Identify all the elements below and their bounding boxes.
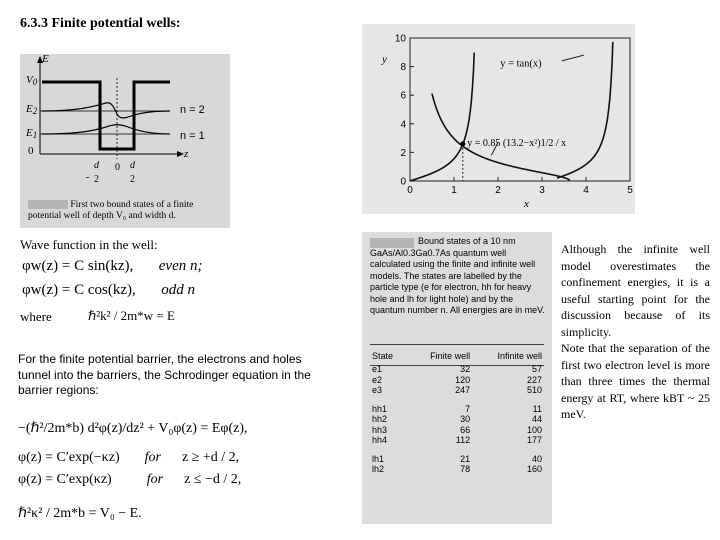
cell-state: hh3: [372, 424, 388, 435]
finite-well-figure: [20, 54, 230, 228]
table-row: [370, 385, 544, 396]
cell-finite: 66: [460, 424, 471, 435]
cell-state: hh1: [372, 403, 388, 414]
pos-d-label: d: [130, 160, 135, 171]
bound-states-table-panel: [362, 232, 552, 524]
e1-subscript: 1: [32, 130, 38, 140]
tan-curve-low: [410, 53, 474, 182]
wavefunction-label: Wave function in the well:: [20, 237, 158, 252]
table-spacer-row: [370, 396, 544, 404]
right-paragraph-2: Note that the separation of the first two electron level is more than three times the thermal energy at RT, where kBT ~ 25 meV.: [561, 341, 710, 421]
e2-label: [26, 103, 37, 116]
odd-eq-text: φw(z) = C cos(kz),: [22, 282, 136, 298]
boundary-series-label: y = 0.85 (13.2−x²)1/2 / x: [467, 137, 567, 149]
cell-state: lh1: [372, 453, 385, 464]
table-row: [370, 404, 544, 415]
cell-infinite: 177: [526, 435, 542, 446]
cell-state: e2: [372, 374, 383, 385]
decay-negative-eq: φ(z) = C′exp(κz): [18, 472, 112, 487]
x-tick-label: 1: [451, 185, 457, 196]
n1-label: n = 1: [180, 130, 205, 142]
for-word-2: for: [146, 472, 164, 487]
table-spacer-row: [370, 446, 544, 454]
y-tick-label: 2: [400, 147, 406, 159]
cell-finite: 32: [460, 364, 471, 375]
schrodinger-equation: −(ℏ²/2m*b) d²φ(z)/dz² + V₀φ(z) = Eφ(z),: [18, 421, 248, 436]
x-tick-label: 2: [495, 185, 501, 196]
e1-letter: E: [26, 127, 33, 139]
table-row: [370, 464, 544, 475]
x-tick-label: 4: [583, 185, 589, 196]
cell-infinite: 100: [526, 424, 542, 435]
v0-subscript: 0: [32, 77, 38, 87]
cell-finite: 7: [465, 403, 471, 414]
potential-profile: [42, 82, 170, 149]
cond-positive: z ≥ +d / 2,: [181, 450, 240, 465]
cell-infinite: 227: [526, 374, 542, 385]
axis-e-label: E: [42, 53, 49, 65]
y-axis-label: y: [382, 53, 387, 66]
table-row: [370, 375, 544, 386]
cell-infinite: 40: [531, 453, 542, 464]
cell-finite: 247: [455, 385, 471, 396]
tick-zero-label: 0: [115, 162, 120, 173]
table-caption: Bound states of a 10 nm GaAs/Al0.3Ga0.7As quantum well calculated using the finite and infinite well models. The states are labelled by the particle type (e for electron, hh for heavy hole and lh for light hole) and by the quantum number n. All energies are in meV.: [370, 236, 545, 315]
caption-line2: potential well of depth V₀ and width d.: [28, 211, 176, 221]
cell-finite: 78: [460, 464, 471, 475]
header-finite: Finite well: [430, 351, 471, 361]
decay-positive: [18, 450, 239, 466]
neg-two-label: 2: [94, 174, 99, 185]
cell-infinite: 510: [526, 385, 542, 396]
zero-energy-label: 0: [28, 145, 34, 157]
even-word: even: [158, 258, 187, 274]
v0-label: [26, 74, 37, 87]
graphical-solution-chart: [362, 24, 635, 214]
cell-state: e3: [372, 385, 383, 396]
psi1-wavefunction: [42, 125, 170, 134]
table-row: [370, 435, 544, 446]
table-row: [370, 364, 544, 375]
cell-state: lh2: [372, 464, 385, 475]
table-row: [370, 454, 544, 465]
neg-d-label: d: [94, 160, 99, 171]
header-infinite: Infinite well: [497, 351, 542, 361]
axis-z-label: z: [184, 148, 189, 160]
v0-letter: V: [26, 74, 33, 86]
page-title: 6.3.3 Finite potential wells:: [20, 16, 181, 31]
cond-negative: z ≤ −d / 2,: [184, 472, 242, 487]
e1-label: [26, 127, 37, 140]
tan-label-pointer: [562, 55, 584, 61]
odd-equation: [22, 282, 195, 299]
cell-finite: 21: [460, 453, 471, 464]
y-tick-label: 0: [400, 176, 406, 188]
cell-infinite: 11: [532, 403, 542, 414]
y-tick-label: 8: [400, 62, 406, 74]
cell-state: e1: [372, 364, 383, 375]
y-tick-label: 6: [400, 90, 406, 102]
table-top-rule: [370, 344, 544, 345]
kappa-equation: ℏ²κ² / 2m*b = V₀ − E.: [18, 506, 142, 521]
cell-state: hh2: [372, 414, 388, 425]
n2-label: n = 2: [180, 104, 205, 116]
z-axis-arrow: [177, 151, 184, 157]
cell-infinite: 57: [531, 364, 542, 375]
table-header-row: [370, 348, 544, 364]
table-row: [370, 425, 544, 436]
tan-series-label: y = tan(x): [500, 58, 542, 70]
right-paragraph: [561, 241, 710, 423]
y-tick-label: 10: [394, 33, 406, 45]
header-state: State: [372, 351, 394, 361]
x-tick-label: 3: [539, 185, 545, 196]
right-paragraph-1: Although the infinite well model overestimates the confinement energies, it is a useful starting point for the discussion because of its simplicity.: [561, 242, 710, 339]
bound-states-table: [370, 348, 544, 475]
pos-two-label: 2: [130, 174, 135, 185]
odd-word: odd: [161, 282, 184, 298]
decay-positive-eq: φ(z) = C′exp(−κz): [18, 450, 120, 465]
even-eq-text: φw(z) = C sin(kz),: [22, 258, 134, 274]
cell-finite: 112: [455, 435, 471, 446]
for-word-1: for: [144, 450, 161, 465]
x-tick-label: 5: [627, 185, 633, 196]
where-label: where: [20, 309, 52, 324]
table-row: [370, 414, 544, 425]
tan-curve: [557, 42, 613, 178]
e2-subscript: 2: [32, 106, 38, 116]
psi2-wavefunction: [42, 103, 170, 118]
cell-finite: 120: [455, 374, 471, 385]
e2-letter: E: [26, 103, 33, 115]
decay-negative: [18, 472, 241, 488]
even-n: n;: [190, 258, 203, 274]
chart-svg: [362, 24, 635, 214]
where-equation: ℏ²k² / 2m*w = E: [88, 308, 175, 323]
even-equation: [22, 258, 203, 275]
x-axis-label: x: [524, 198, 529, 210]
x-tick-label: 0: [407, 185, 413, 196]
y-tick-label: 4: [400, 119, 406, 131]
cell-infinite: 44: [531, 414, 542, 425]
cell-state: hh4: [372, 435, 388, 446]
figure1-caption: [28, 200, 226, 222]
odd-n: n: [187, 282, 195, 298]
neg-sign: -: [86, 172, 90, 183]
cell-finite: 30: [460, 414, 471, 425]
caption-label-box: [28, 200, 68, 209]
barrier-paragraph: For the finite potential barrier, the electrons and holes tunnel into the barriers, the Schrodinger equation in the barrier regions:: [18, 352, 311, 397]
cell-infinite: 160: [526, 464, 542, 475]
caption-line1: First two bound states of a finite: [70, 200, 194, 210]
intersection-point: [460, 141, 465, 146]
